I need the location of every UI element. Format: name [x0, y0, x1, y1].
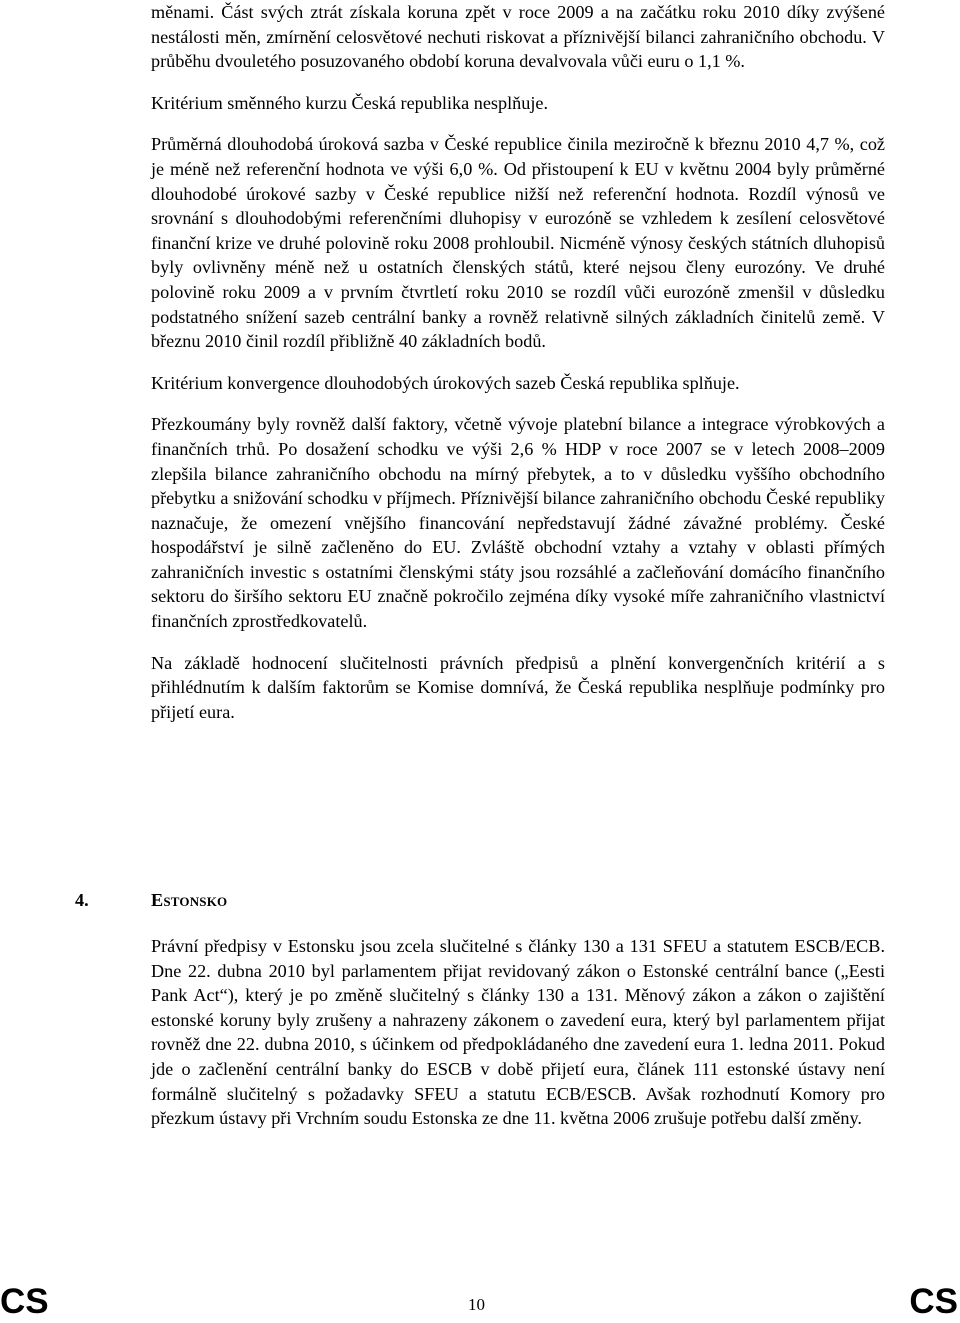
page-footer [0, 1282, 960, 1323]
czech-assessment-section [151, 0, 885, 724]
language-code-left: CS [0, 1282, 49, 1321]
paragraph-exchange-rate-verdict: Kritérium směnného kurzu Česká republika nesplňuje. [151, 92, 548, 113]
estonia-section [151, 934, 885, 1131]
paragraph-other-factors: Přezkoumány byly rovněž další faktory, včetně vývoje platební bilance a integrace výrobkových a finančních trhů. Po dosažení schodku ve výši 2,6 % HDP v roce 2007 se v letech 2008–2009 zlepšila bilance zahraničního obchodu na mírný přebytek, a to v důsledku vyššího obchodního přebytku a snižování schodku v příjmech. Příznivější bilance zahraničního obchodu České republiky naznačuje, že omezení vnějšího financování nepředstavují žádné závažné problémy. České hospodářství je silně začleněno do EU. Zvláště obchodní vztahy a vztahy v oblasti přímých zahraničních investic s ostatními členskými státy jsou rozsáhlé a začleňování domácího finančního sektoru do širšího sektoru EU značně pokročilo zejména díky vysoké míře zahraničního vlastnictví finančních zprostředkovatelů. [151, 414, 885, 632]
paragraph-exchange-rate: měnami. Část svých ztrát získala koruna zpět v roce 2009 a na začátku roku 2010 díky zvýšené nestálosti měn, zmírnění celosvětové nechuti riskovat a příznivější bilanci zahraničního obchodu. V průběhu dvouletého posuzovaného období koruna devalvovala vůči euru o 1,1 %. [151, 2, 885, 72]
paragraph-interest-rate-verdict: Kritérium konvergence dlouhodobých úrokových sazeb Česká republika splňuje. [151, 372, 740, 393]
section-number: 4. [75, 890, 89, 910]
paragraph-conclusion: Na základě hodnocení slučitelnosti právních předpisů a plnění konvergenčních kritérií a s přihlédnutím k dalším faktorům se Komise domnívá, že Česká republika nesplňuje podmínky pro přijetí eura. [151, 652, 885, 722]
section-heading-estonia [75, 888, 227, 912]
paragraph-interest-rates: Průměrná dlouhodobá úroková sazba v České republice činila meziročně k březnu 2010 4,7 %, což je méně než referenční hodnota ve výši 6,0 %. Od přistoupení k EU v květnu 2004 byly průměrné dlouhodobé úrokové sazby v České republice nižší než referenční hodnota. Rozdíl výnosů ve srovnání s dlouhodobými referenčními dluhopisy v eurozóně se vzhledem k zesílení celosvětové finanční krize ve druhé polovině roku 2008 prohloubil. Nicméně výnosy českých státních dluhopisů byly ovlivněny méně než u ostatních členských států, které nejsou členy eurozóny. Ve druhé polovině roku 2009 a v prvním čtvrtletí roku 2010 se rozdíl vůči eurozóně zmenšil v důsledku podstatného snížení sazeb centrální banky a rovněž relativně silných základních činitelů země. V březnu 2010 činil rozdíl přibližně 40 základních bodů. [151, 134, 885, 352]
section-title: Estonsko [151, 890, 228, 910]
page-number: 10 [468, 1295, 485, 1314]
paragraph-estonia-legislation: Právní předpisy v Estonsku jsou zcela slučitelné s články 130 a 131 SFEU a statutem ESCB/ECB. Dne 22. dubna 2010 byl parlamentem přijat revidovaný zákon o Estonské centrální bance („Eesti Pank Act“), který je po změně slučitelný s články 130 a 131. Měnový zákon a zákon o zajištění estonské koruny byly zrušeny a nahrazeny zákonem o zavedení eura, který byl parlamentem přijat rovněž dne 22. dubna 2010, s účinkem od předpokládaného dne zavedení eura 1. ledna 2011. Pokud jde o začlenění centrální banky do ESCB v době přijetí eura, článek 111 estonské ústavy není formálně slučitelný s požadavky SFEU a statutu ECB/ESCB. Avšak rozhodnutí Komory pro přezkum ústavy při Vrchním soudu Estonska ze dne 11. května 2006 zrušuje potřebu další změny. [151, 936, 885, 1129]
language-code-right: CS [909, 1282, 958, 1321]
